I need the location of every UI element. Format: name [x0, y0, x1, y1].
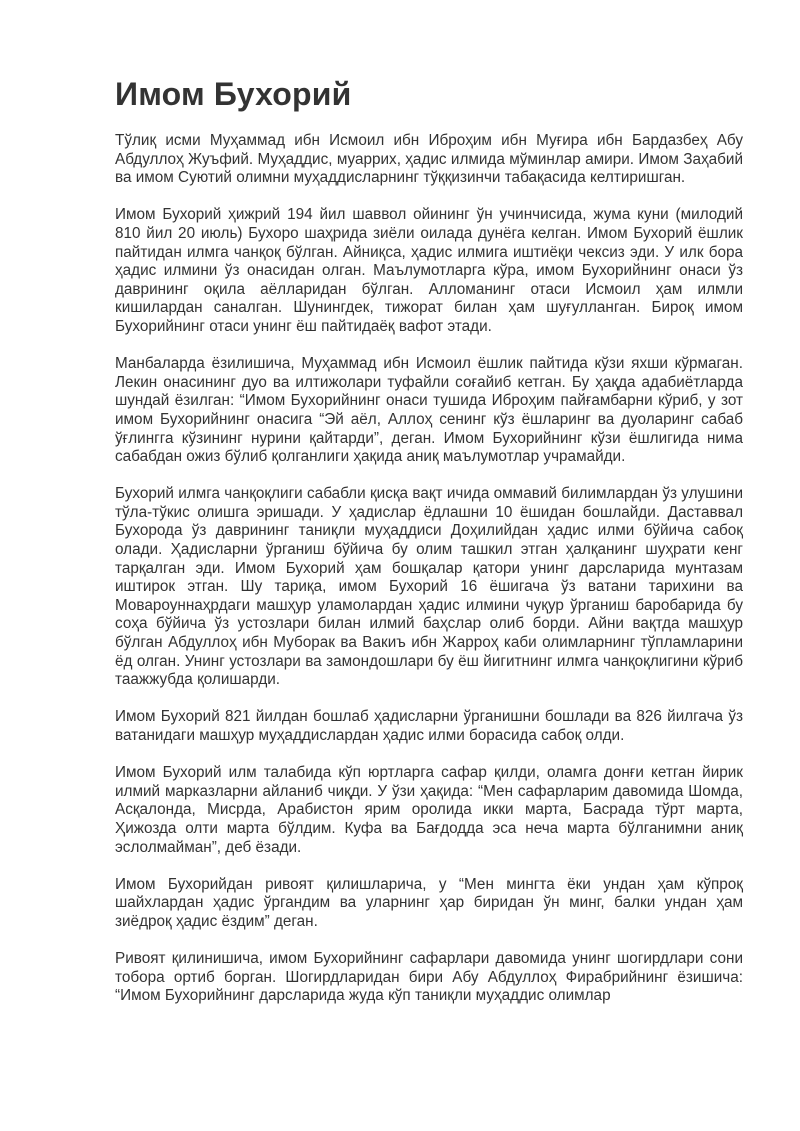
- paragraph: Имом Бухорийдан ривоят қилишларича, у “Мен мингта ёки ундан ҳам кўпроқ шайхлардан ҳадис ўргандим ва уларнинг ҳар биридан ўн минг, балки ундан ҳам зиёдроқ ҳадис ёздим” деган.: [115, 875, 743, 930]
- document-title: Имом Бухорий: [115, 76, 352, 112]
- paragraph: Бухорий илмга чанқоқлиги сабабли қисқа вақт ичида оммавий билимлардан ўз улушини тўла-тўкис олишга эришади. У ҳадислар ёдлашни 10 ёшидан бошлайди. Даставвал Бухорода ўз даврининг таниқли муҳаддиси Доҳилийдан ҳадис илми бўйича сабоқ олади. Ҳадисларни ўрганиш бўйича бу олим ташкил этган ҳалқанинг шуҳрати кенг тарқалган эди. Имом Бухорий ҳам бошқалар қатори унинг дарсларида мунтазам иштирок этган. Шу тариқа, имом Бухорий 16 ёшигача ўз ватани тарихини ва Мовароуннаҳрдаги машҳур уламолардан ҳадис илмини чуқур ўрганиш баробарида бу соҳа бўйича ўз устозлари билан илмий баҳслар олиб борди. Айни вақтда машҳур бўлган Абдуллоҳ ибн Муборак ва Вакиъ ибн Жарроҳ каби олимларнинг тўпламларини ёд олган. Унинг устозлари ва замондошлари бу ёш йигитнинг илмга чанқоқлигини кўриб таажжубда қолишарди.: [115, 485, 743, 689]
- document-page: [115, 70, 743, 1025]
- paragraph: Манбаларда ёзилишича, Муҳаммад ибн Исмоил ёшлик пайтида кўзи яхши кўрмаган. Лекин онасининг дуо ва илтижолари туфайли соғайиб кетган. Бу ҳақда адабиётларда шундай ёзилган: “Имом Бухорийнинг онаси тушида Иброҳим пайғамбарни кўриб, у зот имом Бухорийнинг онасига “Эй аёл, Аллоҳ сенинг кўз ёшларинг ва дуоларинг сабаб ўғлингга кўзининг нурини қайтарди”, деган. Имом Бухорийнинг кўзи ёшлигида нима сабабдан ожиз бўлиб қолганлиги ҳақида аниқ маълумотлар учрамайди.: [115, 355, 743, 466]
- paragraph: Имом Бухорий ҳижрий 194 йил шаввол ойининг ўн учинчисида, жума куни (милодий 810 йил 20 июль) Бухоро шаҳрида зиёли оилада дунёга келган. Имом Бухорий ёшлик пайтидан илмга чанқоқ бўлган. Айниқса, ҳадис илмига иштиёқи чексиз эди. У илк бора ҳадис илмини ўз онасидан олган. Маълумотларга кўра, имом Бухорийнинг онаси ўз даврининг оқила аёлларидан бўлган. Алломанинг отаси Исмоил ҳам илмли кишилардан саналган. Шунингдек, тижорат билан ҳам шуғулланган. Бироқ имом Бухорийнинг отаси унинг ёш пайтидаёқ вафот этади.: [115, 206, 743, 335]
- paragraph: Имом Бухорий илм талабида кўп юртларга сафар қилди, оламга донғи кетган йирик илмий марказларни айланиб чиқди. У ўзи ҳақида: “Мен сафарларим давомида Шомда, Асқалонда, Мисрда, Арабистон ярим оролида икки марта, Басрада тўрт марта, Ҳижозда олти марта бўлдим. Куфа ва Бағдодда эса неча марта бўлганимни аниқ эслолмайман”, деб ёзади.: [115, 764, 743, 856]
- paragraph: Имом Бухорий 821 йилдан бошлаб ҳадисларни ўрганишни бошлади ва 826 йилгача ўз ватанидаги машҳур муҳаддислардан ҳадис илми борасида сабоқ олди.: [115, 708, 743, 744]
- paragraph: Ривоят қилинишича, имом Бухорийнинг сафарлари давомида унинг шогирдлари сони тобора ортиб борган. Шогирдларидан бири Абу Абдуллоҳ Фирабрийнинг ёзишича: “Имом Бухорийнинг дарсларида жуда кўп таниқли муҳаддис олимлар: [115, 950, 743, 1005]
- paragraph: Тўлиқ исми Муҳаммад ибн Исмоил ибн Иброҳим ибн Муғира ибн Бардазбеҳ Абу Абдуллоҳ Жуъфий. Муҳаддис, муаррих, ҳадис илмида мўминлар амири. Имом Заҳабий ва имом Суютий олимни муҳаддисларнинг тўққизинчи табақасида келтиришган.: [115, 132, 743, 187]
